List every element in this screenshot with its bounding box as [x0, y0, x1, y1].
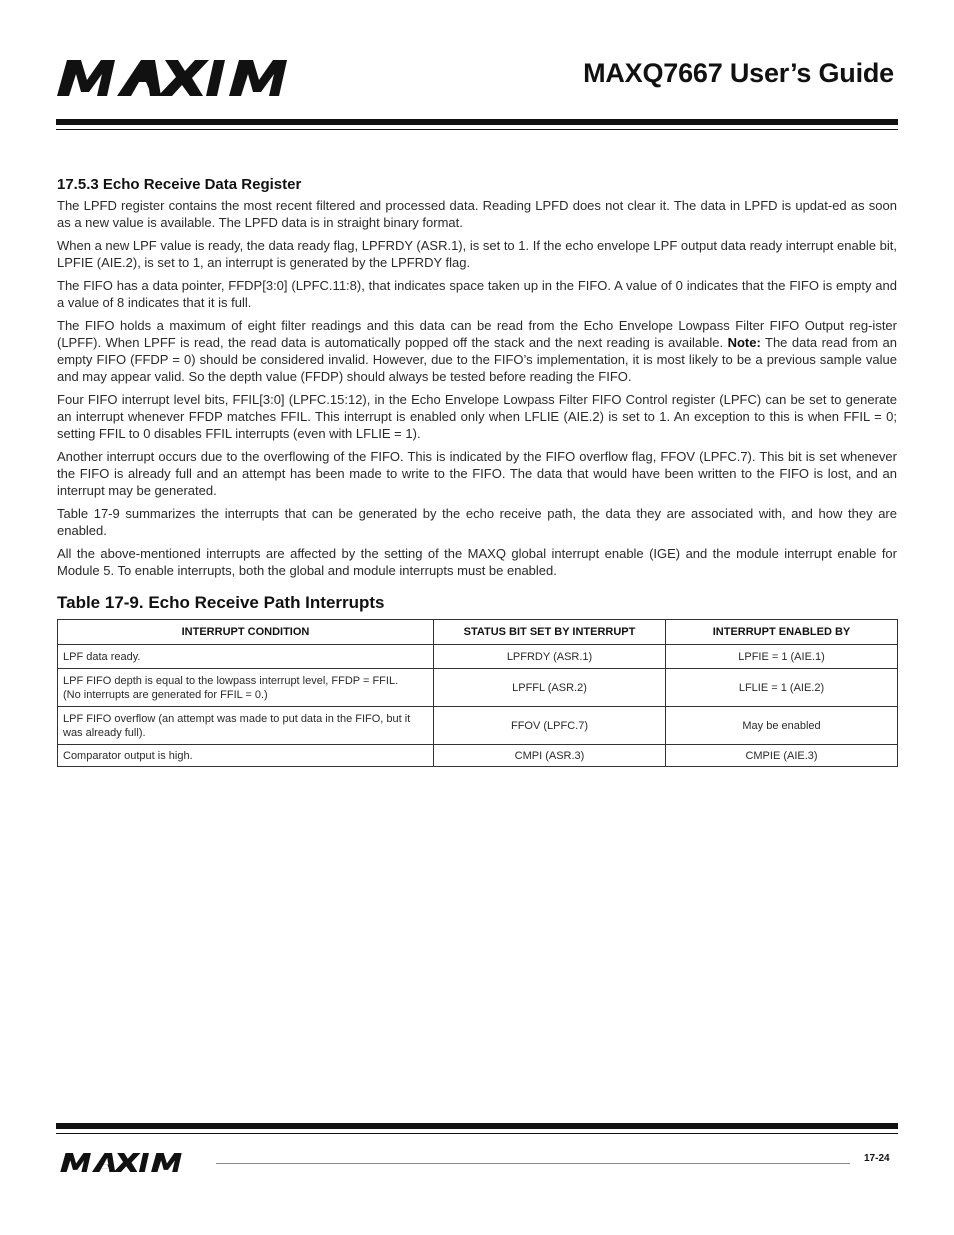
table-row: [58, 707, 898, 745]
paragraph-fifo-interrupt-level: Four FIFO interrupt level bits, FFIL[3:0] (LPFC.15:12), in the Echo Envelope Lowpass Filter FIFO Control register (LPFC) can be set to generate an interrupt whenever FFDP matches FFIL. This interrupt is enabled only when LFLIE (AIE.2) is set to 1. An exception to this is when FFIL = 0; setting FFIL to 0 disables FFIL interrupts (even with LFLIE = 1).: [57, 392, 897, 441]
maxim-logo-footer: [57, 1153, 205, 1172]
page-content: [57, 176, 897, 767]
document-title: MAXQ7667 User’s Guide: [583, 58, 894, 88]
cell-condition-line: LPF FIFO depth is equal to the lowpass interrupt level, FFDP = FFIL.: [63, 674, 399, 687]
header-rule-thin: [56, 129, 898, 130]
table-row: [58, 745, 898, 767]
column-header-condition: INTERRUPT CONDITION: [58, 620, 434, 645]
cell-condition: Comparator output is high.: [58, 745, 434, 767]
cell-status-bit: LPFRDY (ASR.1): [434, 645, 666, 669]
paragraph-fifo-capacity-text: The FIFO holds a maximum of eight filter readings and this data can be read from the Echo Envelope Lowpass Filter FIFO Output reg-ister (LPFF). When LPFF is read, the read data is automatically popped off the stack and the next reading is available.: [57, 318, 897, 350]
cell-status-bit: CMPI (ASR.3): [434, 745, 666, 767]
table-row: [58, 645, 898, 669]
page-number: 17-24: [864, 1153, 890, 1164]
column-header-enabled-by: INTERRUPT ENABLED BY: [666, 620, 898, 645]
note-label: Note:: [727, 335, 761, 350]
cell-enabled-by: LFLIE = 1 (AIE.2): [666, 669, 898, 707]
table-title: Table 17-9. Echo Receive Path Interrupts: [57, 593, 385, 612]
paragraph-fifo-capacity-note: The data read from an empty FIFO (FFDP = 0) should be considered invalid. However, due to the FIFO’s implementation, it is most likely to be a previous sample value and may appear valid. So the depth value (FFDP) should always be tested before reading the FIFO.: [57, 335, 897, 384]
footer-rule-thin: [56, 1133, 898, 1134]
section-heading: 17.5.3 Echo Receive Data Register: [57, 176, 302, 193]
interrupts-table: [57, 619, 898, 767]
paragraph-table-summary: Table 17-9 summarizes the interrupts that can be generated by the echo receive path, the data they are associated with, and how they are enabled.: [57, 506, 897, 538]
table-header-row: [58, 620, 898, 645]
header-rule-thick: [56, 119, 898, 125]
cell-enabled-by: CMPIE (AIE.3): [666, 745, 898, 767]
footer-divider: [216, 1163, 850, 1164]
cell-enabled-by: May be enabled: [666, 707, 898, 745]
maxim-logo: [57, 60, 325, 96]
cell-condition-line: (No interrupts are generated for FFIL = 0.): [63, 688, 268, 701]
footer-rule-thick: [56, 1123, 898, 1129]
cell-enabled-by: LPFIE = 1 (AIE.1): [666, 645, 898, 669]
paragraph-lpfd: The LPFD register contains the most recent filtered and processed data. Reading LPFD does not clear it. The data in LPFD is updat-ed as soon as a new value is available. The LPFD data is in straight binary format.: [57, 198, 897, 230]
paragraph-global-interrupt: All the above-mentioned interrupts are affected by the setting of the MAXQ global interrupt enable (IGE) and the module interrupt enable for Module 5. To enable interrupts, both the global and module interrupts must be enabled.: [57, 546, 897, 578]
paragraph-fifo-pointer: The FIFO has a data pointer, FFDP[3:0] (LPFC.11:8), that indicates space taken up in the FIFO. A value of 0 indicates that the FIFO is empty and a value of 8 indicates that it is full.: [57, 278, 897, 310]
cell-status-bit: FFOV (LPFC.7): [434, 707, 666, 745]
column-header-status-bit: STATUS BIT SET BY INTERRUPT: [434, 620, 666, 645]
cell-status-bit: LPFFL (ASR.2): [434, 669, 666, 707]
paragraph-fifo-overflow: Another interrupt occurs due to the overflowing of the FIFO. This is indicated by the FIFO overflow flag, FFOV (LPFC.7). This bit is set whenever the FIFO is already full and an attempt has been made to write to the FIFO. The data that would have been written to the FIFO is lost, and an interrupt may be generated.: [57, 449, 897, 498]
table-row: [58, 669, 898, 707]
paragraph-fifo-capacity: [57, 317, 897, 385]
cell-condition: [58, 669, 434, 707]
cell-condition: LPF FIFO overflow (an attempt was made to put data in the FIFO, but it was already full).: [58, 707, 434, 745]
paragraph-data-ready: When a new LPF value is ready, the data ready flag, LPFRDY (ASR.1), is set to 1. If the echo envelope LPF output data ready interrupt enable bit, LPFIE (AIE.2), is set to 1, an interrupt is generated by the LPFRDY flag.: [57, 238, 897, 270]
cell-condition: LPF data ready.: [58, 645, 434, 669]
